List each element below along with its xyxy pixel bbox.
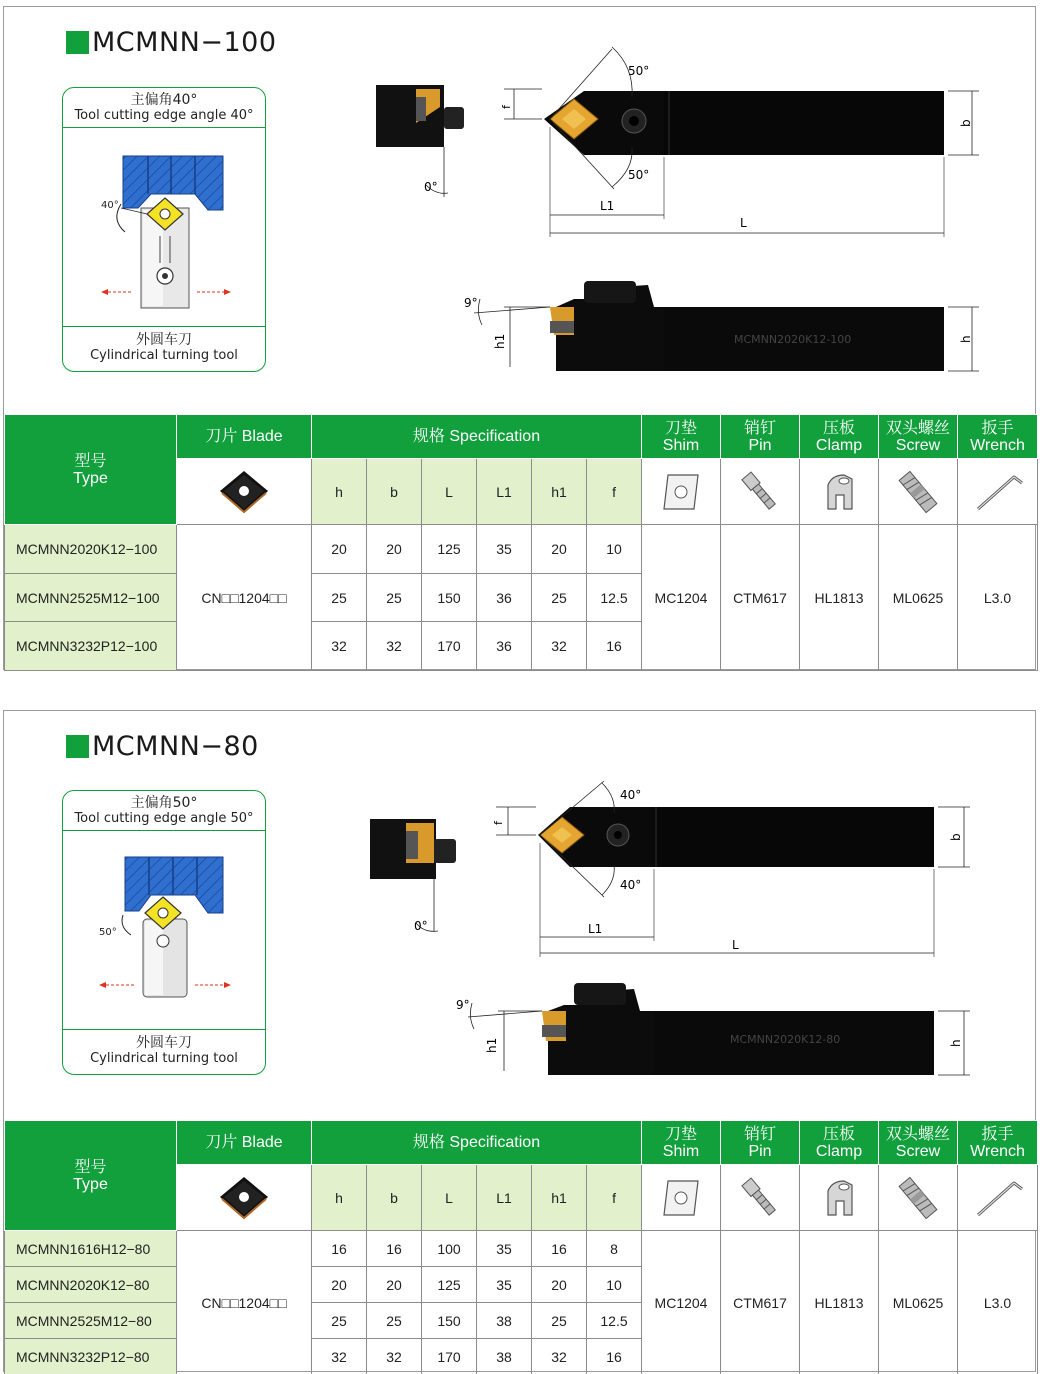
screw-header: 双头螺丝 Screw — [879, 1121, 958, 1165]
screw-cell: ML0625 — [879, 1231, 958, 1374]
wrench-cell: L3.0 — [958, 525, 1038, 671]
angle-top-label: 50° — [628, 64, 650, 78]
table-row: MCMNN3232P12−80 32 32 170 38 32 16 — [5, 1339, 1038, 1374]
angle-header-en: Tool cutting edge angle 50° — [74, 811, 254, 826]
blade-cell: CN□□1204□□ — [177, 525, 312, 671]
angle-box-footer — [63, 326, 265, 371]
footer-cn: 外圆车刀 — [136, 332, 192, 348]
table-row: MCMNN3232P12−100 32 32 170 36 32 16 — [5, 622, 1038, 671]
spec-col-b: b — [367, 459, 422, 525]
clamp-cell: HL1813 — [800, 1231, 879, 1374]
green-square-marker — [66, 735, 89, 758]
product-section-mcmnn-80 — [3, 710, 1036, 1372]
dim-h1-label: h1 — [485, 1037, 499, 1053]
footer-en: Cylindrical turning tool — [90, 1051, 238, 1066]
angle-box-header — [63, 88, 265, 128]
angle-header-cn: 主偏角50° — [130, 795, 198, 811]
dim-l1-label: L1 — [588, 922, 603, 936]
shim-icon — [642, 459, 721, 525]
clamp-header: 压板 Clamp — [800, 1121, 879, 1165]
spec-col-L1: L1 — [477, 1165, 532, 1231]
clamp-cell: HL1813 — [800, 525, 879, 671]
section-title: MCMNN−80 — [66, 731, 259, 762]
pin-cell: CTM617 — [721, 1231, 800, 1374]
model-cell: MCMNN2020K12−80 — [5, 1267, 177, 1303]
model-cell: MCMNN1616H12−80 — [5, 1231, 177, 1267]
spec-col-h: h — [312, 1165, 367, 1231]
type-header: 型号 Type — [5, 1121, 177, 1231]
dim-h-label: h — [959, 335, 973, 343]
spec-col-b: b — [367, 1165, 422, 1231]
dim-h1-label: h1 — [493, 333, 507, 349]
pin-icon — [721, 1165, 800, 1231]
angle-header-en: Tool cutting edge angle 40° — [74, 108, 254, 123]
wrench-icon — [958, 459, 1038, 525]
spec-col-L1: L1 — [477, 459, 532, 525]
spec-col-h1: h1 — [532, 459, 587, 525]
green-square-marker — [66, 31, 89, 54]
pin-icon — [721, 459, 800, 525]
wrench-cell: L3.0 — [958, 1231, 1038, 1374]
clamp-icon — [800, 459, 879, 525]
cutting-angle-illustration — [63, 831, 265, 1027]
pin-header: 销钉 Pin — [721, 1121, 800, 1165]
dim-l-label: L — [740, 216, 747, 230]
dim-b-label: b — [959, 119, 973, 127]
screw-icon — [879, 459, 958, 525]
cutting-angle-box — [62, 790, 266, 1075]
angle-value-label: 50° — [99, 927, 117, 938]
screw-cell: ML0625 — [879, 525, 958, 671]
shim-header: 刀垫 Shim — [642, 1121, 721, 1165]
spec-col-f: f — [587, 459, 642, 525]
rake-angle-zero-label: 0° — [424, 180, 438, 194]
angle-header-cn: 主偏角40° — [130, 92, 198, 108]
footer-en: Cylindrical turning tool — [90, 348, 238, 363]
screw-header: 双头螺丝 Screw — [879, 415, 958, 459]
table-row: MCMNN1616H12−80 CN□□1204□□ 16 16 100 35 16 8 MC1204 CTM617 HL1813 ML0625 L3.0 — [5, 1231, 1038, 1267]
wrench-icon — [958, 1165, 1038, 1231]
blade-header: 刀片 Blade — [177, 415, 312, 459]
blade-header: 刀片 Blade — [177, 1121, 312, 1165]
specification-table — [4, 414, 1038, 671]
dim-h-label: h — [949, 1039, 963, 1047]
dim-l-label: L — [732, 938, 739, 952]
dim-f-label: f — [500, 105, 513, 109]
clamp-icon — [800, 1165, 879, 1231]
angle-box-footer — [63, 1029, 265, 1074]
shim-cell: MC1204 — [642, 525, 721, 671]
tool-engraving: MCMNN2020K12-100 — [734, 333, 852, 346]
cutting-angle-illustration — [63, 128, 265, 324]
product-section-mcmnn-100 — [3, 6, 1036, 670]
cutting-angle-box — [62, 87, 266, 372]
rake-angle-zero-label: 0° — [414, 919, 428, 933]
angle-top-label: 40° — [620, 788, 642, 802]
model-cell: MCMNN2525M12−80 — [5, 1303, 177, 1339]
shim-icon — [642, 1165, 721, 1231]
wrench-header: 扳手 Wrench — [958, 415, 1038, 459]
spec-col-h1: h1 — [532, 1165, 587, 1231]
angle-bottom-label: 40° — [620, 878, 642, 892]
pin-header: 销钉 Pin — [721, 415, 800, 459]
insert-icon — [177, 459, 312, 525]
screw-icon — [879, 1165, 958, 1231]
table-row: MCMNN2525M12−80 25 25 150 38 25 12.5 — [5, 1303, 1038, 1339]
model-cell: MCMNN2525M12−100 — [5, 574, 177, 622]
dim-b-label: b — [949, 833, 963, 841]
tool-dimension-drawing — [364, 37, 1024, 382]
angle-box-header — [63, 791, 265, 831]
tool-dimension-drawing — [364, 773, 1024, 1078]
spec-col-L: L — [422, 459, 477, 525]
section-title: MCMNN−100 — [66, 27, 277, 58]
pin-cell: CTM617 — [721, 525, 800, 671]
angle-bottom-label: 50° — [628, 168, 650, 182]
angle-side-label: 9° — [464, 296, 478, 310]
shim-header: 刀垫 Shim — [642, 415, 721, 459]
dim-l1-label: L1 — [600, 199, 615, 213]
spec-col-L: L — [422, 1165, 477, 1231]
tool-engraving: MCMNN2020K12-80 — [730, 1033, 841, 1046]
spec-header: 规格 Specification — [312, 1121, 642, 1165]
wrench-header: 扳手 Wrench — [958, 1121, 1038, 1165]
spec-col-h: h — [312, 459, 367, 525]
model-cell: MCMNN3232P12−100 — [5, 622, 177, 671]
footer-cn: 外圆车刀 — [136, 1035, 192, 1051]
insert-icon — [177, 1165, 312, 1231]
angle-value-label: 40° — [101, 200, 119, 211]
model-cell: MCMNN2020K12−100 — [5, 525, 177, 574]
dim-f-label: f — [492, 821, 505, 825]
shim-cell: MC1204 — [642, 1231, 721, 1374]
table-row: MCMNN2020K12−100 CN□□1204□□ 20 20 125 35 20 10 MC1204 CTM617 HL1813 ML0625 L3.0 — [5, 525, 1038, 574]
spec-header: 规格 Specification — [312, 415, 642, 459]
type-header: 型号 Type — [5, 415, 177, 525]
table-row: MCMNN2020K12−80 20 20 125 35 20 10 — [5, 1267, 1038, 1303]
angle-side-label: 9° — [456, 998, 470, 1012]
model-cell: MCMNN3232P12−80 — [5, 1339, 177, 1374]
clamp-header: 压板 Clamp — [800, 415, 879, 459]
specification-table — [4, 1120, 1038, 1374]
table-row: MCMNN2525M12−100 25 25 150 36 25 12.5 — [5, 574, 1038, 622]
spec-col-f: f — [587, 1165, 642, 1231]
blade-cell: CN□□1204□□ — [177, 1231, 312, 1374]
